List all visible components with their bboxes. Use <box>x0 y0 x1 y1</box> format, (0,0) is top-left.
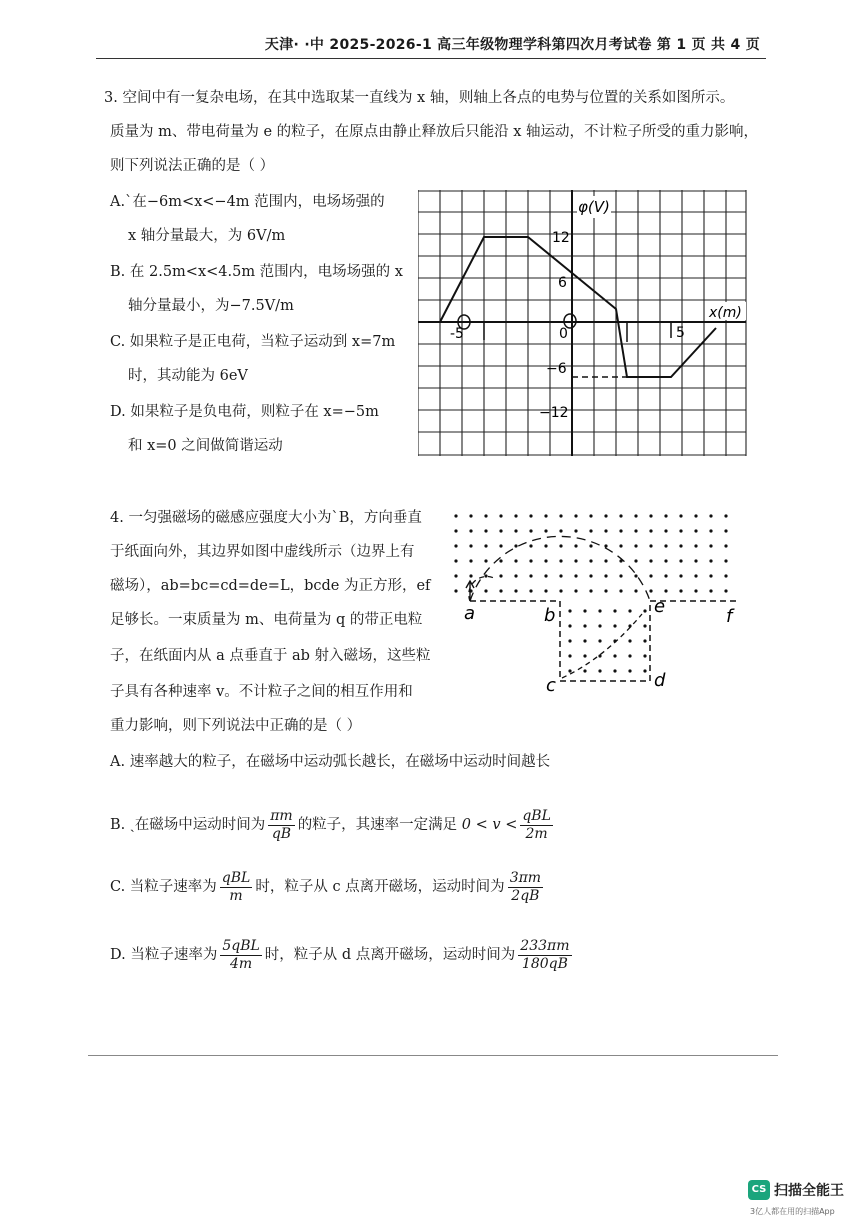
field-dot <box>544 544 547 547</box>
field-dot <box>679 574 682 577</box>
field-dot <box>709 529 712 532</box>
field-dot <box>679 559 682 562</box>
field-dot <box>613 609 616 612</box>
field-dot <box>583 639 586 642</box>
q3-option-d-line1: D. 如果粒子是负电荷，则粒子在 x=−5m <box>110 404 379 420</box>
q3-line3: 则下列说法正确的是（ ） <box>110 158 275 174</box>
bottom-rule <box>88 1055 778 1056</box>
field-dot <box>544 589 547 592</box>
field-dot <box>529 514 532 517</box>
field-dot <box>514 589 517 592</box>
field-dot <box>664 574 667 577</box>
field-dot <box>514 559 517 562</box>
field-dot <box>694 529 697 532</box>
field-dot <box>568 624 571 627</box>
fraction-qbl-2m <box>520 808 553 843</box>
ylabel: φ(V) <box>578 198 610 216</box>
q4-option-c <box>110 864 546 910</box>
field-dot <box>598 639 601 642</box>
field-dot <box>544 529 547 532</box>
field-dot <box>619 529 622 532</box>
q4-line4: 足够长。一束质量为 m、电荷量为 q 的带正电粒 <box>110 612 423 628</box>
page-header: 天津· ·中 2025-2026-1 高三年级物理学科第四次月考试卷 第 1 页 共 4 页 <box>264 37 760 53</box>
point-f-label: f <box>726 606 733 627</box>
field-dot <box>484 514 487 517</box>
q3-option-d-line2: 和 x=0 之间做简谐运动 <box>128 438 283 454</box>
field-dot <box>604 574 607 577</box>
field-dot <box>619 544 622 547</box>
field-dot <box>559 589 562 592</box>
particle-trajectory-small <box>469 576 494 601</box>
field-dot <box>514 514 517 517</box>
field-dot <box>454 529 457 532</box>
fraction-233pim-180qb <box>518 938 571 973</box>
field-dot <box>544 514 547 517</box>
tick-label-y0: 0 <box>559 326 568 342</box>
field-dot <box>649 514 652 517</box>
field-dot <box>583 609 586 612</box>
field-dot <box>724 589 727 592</box>
field-dot <box>589 529 592 532</box>
field-dot <box>529 544 532 547</box>
field-dot <box>634 514 637 517</box>
xlabel: x(m) <box>709 305 742 321</box>
field-dot <box>634 574 637 577</box>
field-dot <box>568 609 571 612</box>
field-dots <box>454 514 727 672</box>
field-dot <box>583 669 586 672</box>
field-dot <box>559 559 562 562</box>
q3-line2: 质量为 m、带电荷量为 e 的粒子，在原点由静止释放后只能沿 x 轴运动，不计粒子所受的重力影响， <box>110 124 759 140</box>
field-dot <box>664 514 667 517</box>
field-dot <box>679 544 682 547</box>
field-dot <box>694 559 697 562</box>
field-dot <box>469 514 472 517</box>
field-dot <box>589 544 592 547</box>
field-dot <box>454 544 457 547</box>
field-dot <box>724 544 727 547</box>
field-dot <box>724 529 727 532</box>
q4-option-b <box>110 802 556 848</box>
point-a-label: a <box>464 603 476 624</box>
field-dot <box>559 544 562 547</box>
field-dot <box>469 559 472 562</box>
fraction-numerator: πm <box>270 807 293 824</box>
field-dot <box>619 589 622 592</box>
field-dot <box>469 544 472 547</box>
q4-line7: 重力影响，则下列说法中正确的是（ ） <box>110 718 362 734</box>
field-dot <box>649 589 652 592</box>
field-dot <box>664 589 667 592</box>
header-rule <box>96 58 766 59</box>
field-dot <box>649 574 652 577</box>
field-dot <box>514 544 517 547</box>
speed-inequality: 0 < v < <box>461 817 518 833</box>
q4-line3: 磁场），ab=bc=cd=de=L，bcde 为正方形，ef <box>110 578 431 594</box>
field-dot <box>643 609 646 612</box>
field-dot <box>574 589 577 592</box>
particle-trajectory-inner <box>562 614 642 678</box>
field-dot <box>589 559 592 562</box>
fraction-denominator: qB <box>271 825 292 842</box>
field-dot <box>724 514 727 517</box>
field-dot <box>529 589 532 592</box>
tick-label-ym6: −6 <box>546 361 567 377</box>
fraction-denominator: 4m <box>229 955 253 972</box>
field-dot <box>628 639 631 642</box>
fraction-3pim-2qb <box>508 870 543 905</box>
field-dot <box>604 589 607 592</box>
field-dot <box>454 559 457 562</box>
field-dot <box>568 654 571 657</box>
q4-line5: 子，在纸面内从 a 点垂直于 ab 射入磁场，这些粒 <box>110 648 431 664</box>
tick-label-y6: 6 <box>558 275 567 291</box>
field-dot <box>484 574 487 577</box>
field-dot <box>559 574 562 577</box>
q3-line1: 3. 空间中有一复杂电场，在其中选取某一直线为 x 轴，则轴上各点的电势与位置的关系如图所示。 <box>104 90 735 106</box>
field-dot <box>469 529 472 532</box>
point-d-label: d <box>654 670 666 691</box>
q3-option-c-line2: 时，其动能为 6eV <box>128 368 248 384</box>
field-dot <box>574 514 577 517</box>
field-dot <box>529 529 532 532</box>
tick-label-x5: 5 <box>676 325 685 341</box>
field-dot <box>499 544 502 547</box>
field-dot <box>694 574 697 577</box>
fraction-numerator: qBL <box>221 869 251 886</box>
field-dot <box>583 624 586 627</box>
field-dot <box>649 529 652 532</box>
field-dot <box>643 639 646 642</box>
field-dot <box>484 544 487 547</box>
field-dot <box>604 544 607 547</box>
field-dot <box>544 559 547 562</box>
fraction-numerator: 233πm <box>520 937 570 954</box>
fraction-numerator: 5qBL <box>222 937 260 954</box>
tick-label-y12: 12 <box>552 230 570 246</box>
field-dot <box>574 574 577 577</box>
field-dot <box>634 529 637 532</box>
field-dot <box>709 544 712 547</box>
point-b-label: b <box>544 605 556 626</box>
q4-line1: 4. 一匀强磁场的磁感应强度大小为ˋB，方向垂直 <box>110 510 422 526</box>
field-dot <box>568 669 571 672</box>
field-dot <box>634 544 637 547</box>
field-dot <box>568 639 571 642</box>
field-dot <box>574 544 577 547</box>
field-dot <box>499 589 502 592</box>
field-dot <box>499 529 502 532</box>
field-dot <box>664 544 667 547</box>
field-dot <box>589 589 592 592</box>
potential-curve <box>440 237 716 377</box>
fraction-numerator: qBL <box>522 807 551 824</box>
field-dot <box>613 624 616 627</box>
field-dot <box>454 514 457 517</box>
field-dot <box>529 574 532 577</box>
fraction-denominator: m <box>229 887 243 904</box>
camscanner-logo: CS <box>748 1180 770 1200</box>
field-dot <box>649 544 652 547</box>
field-dot <box>454 589 457 592</box>
q3-option-a-line1: A.ˋ在−6m<x<−4m 范围内，电场场强的 <box>110 194 385 210</box>
fraction-denominator: 180qB <box>521 955 568 972</box>
q3-option-c-line1: C. 如果粒子是正电荷，当粒子运动到 x=7m <box>110 334 396 350</box>
potential-graph <box>418 190 748 458</box>
field-dot <box>598 624 601 627</box>
field-dot <box>598 654 601 657</box>
field-dot <box>544 574 547 577</box>
field-dot <box>529 559 532 562</box>
tick-label-xm5: -5 <box>450 326 464 342</box>
field-dot <box>469 574 472 577</box>
q4-option-c-middle: 时，粒子从 c 点离开磁场，运动时间为 <box>255 879 505 895</box>
magnetic-field-figure <box>450 508 750 698</box>
field-dot <box>499 574 502 577</box>
field-dot <box>484 559 487 562</box>
field-dot <box>694 514 697 517</box>
field-dot <box>598 609 601 612</box>
field-dot <box>664 529 667 532</box>
field-dot <box>679 514 682 517</box>
field-dot <box>694 544 697 547</box>
camscanner-tagline: 3亿人都在用的扫描App <box>750 1207 835 1216</box>
field-dot <box>574 559 577 562</box>
q4-option-b-prefix: B. ˎ在磁场中运动时间为 <box>110 817 266 833</box>
field-dot <box>559 529 562 532</box>
field-dot <box>724 574 727 577</box>
q4-option-a: A. 速率越大的粒子，在磁场中运动弧长越长，在磁场中运动时间越长 <box>110 754 551 770</box>
field-dot <box>628 669 631 672</box>
q4-option-d-prefix: D. 当粒子速率为 <box>110 947 218 963</box>
field-dot <box>679 529 682 532</box>
fraction-numerator: 3πm <box>509 869 542 886</box>
field-dot <box>484 589 487 592</box>
field-dot <box>604 514 607 517</box>
field-dot <box>499 559 502 562</box>
fraction-denominator: 2m <box>525 825 548 842</box>
field-dot <box>634 559 637 562</box>
field-dot <box>619 574 622 577</box>
field-boundary <box>470 601 740 681</box>
field-dot <box>604 559 607 562</box>
field-dot <box>709 514 712 517</box>
field-dot <box>628 654 631 657</box>
field-dot <box>454 574 457 577</box>
field-dot <box>514 574 517 577</box>
field-dot <box>643 624 646 627</box>
field-dot <box>628 609 631 612</box>
q4-option-d-middle: 时，粒子从 d 点离开磁场，运动时间为 <box>264 947 516 963</box>
field-dot <box>604 529 607 532</box>
field-dot <box>574 529 577 532</box>
field-dot <box>664 559 667 562</box>
q4-option-c-prefix: C. 当粒子速率为 <box>110 879 217 895</box>
q3-option-b-line2: 轴分量最小，为−7.5V/m <box>128 298 294 314</box>
q4-line6: 子具有各种速率 v。不计粒子之间的相互作用和 <box>110 684 413 700</box>
field-dot <box>643 654 646 657</box>
field-dot <box>499 514 502 517</box>
field-dot <box>694 589 697 592</box>
field-dot <box>559 514 562 517</box>
q3-option-b-line1: B. 在 2.5m<x<4.5m 范围内，电场场强的 x <box>110 264 403 280</box>
q4-option-d <box>110 932 575 978</box>
tick-label-ym12: −12 <box>539 405 569 421</box>
field-dot <box>709 574 712 577</box>
field-dot <box>598 669 601 672</box>
field-dot <box>709 559 712 562</box>
field-dot <box>643 669 646 672</box>
field-dot <box>679 589 682 592</box>
field-dot <box>724 559 727 562</box>
fraction-denominator: 2qB <box>511 887 540 904</box>
field-dot <box>589 574 592 577</box>
point-e-label: e <box>654 596 666 617</box>
q3-option-a-line2: x 轴分量最大，为 6V/m <box>128 228 286 244</box>
field-dot <box>484 529 487 532</box>
q4-line2: 于纸面向外，其边界如图中虚线所示（边界上有 <box>110 544 415 560</box>
field-dot <box>613 654 616 657</box>
field-dot <box>589 514 592 517</box>
q4-option-b-middle: 的粒子，其速率一定满足 <box>297 817 458 833</box>
camscanner-name: 扫描全能王 <box>774 1183 844 1199</box>
field-dot <box>583 654 586 657</box>
fraction-5qbl-4m <box>220 938 261 973</box>
field-dot <box>514 529 517 532</box>
field-dot <box>634 589 637 592</box>
field-dot <box>709 589 712 592</box>
field-dot <box>649 559 652 562</box>
point-c-label: c <box>546 675 556 696</box>
fraction-qbl-m <box>220 870 253 905</box>
field-dot <box>613 669 616 672</box>
fraction-pim-qb <box>268 808 294 843</box>
field-dot <box>619 514 622 517</box>
